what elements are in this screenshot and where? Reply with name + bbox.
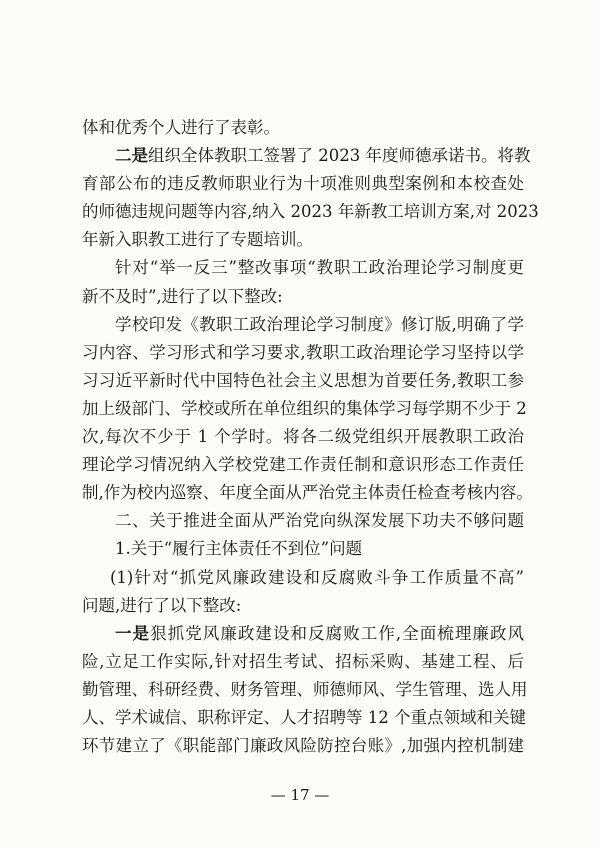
bold-lead: 二是	[115, 146, 148, 166]
line-text: 体和优秀个人进行了表彰。	[82, 118, 280, 137]
text-line	[82, 451, 524, 479]
line-text: 问题,进行了以下整改:	[82, 595, 242, 615]
line-text: 1.关于“履行主体责任不到位”问题	[115, 539, 363, 559]
text-line	[82, 226, 524, 254]
text-line	[82, 648, 524, 676]
line-text: 针对“举一反三”整改事项“教职工政治理论学习制度更	[115, 258, 524, 278]
line-text: 次,每次不少于 1 个学时。将各二级党组织开展教职工政治	[82, 427, 524, 447]
text-line	[82, 254, 524, 282]
line-text: 学校印发《教职工政治理论学习制度》修订版,明确了学	[115, 314, 524, 334]
text-line	[82, 732, 524, 760]
text-line	[82, 620, 524, 648]
line-text: 育部公布的违反教师职业行为十项准则典型案例和本校查处	[82, 174, 524, 194]
line-text: 新不及时”,进行了以下整改:	[82, 286, 283, 306]
line-text: 理论学习情况纳入学校党建工作责任制和意识形态工作责任	[82, 455, 524, 475]
line-text: 制,作为校内巡察、年度全面从严治党主体责任检查考核内容。	[82, 483, 533, 503]
text-line	[82, 479, 533, 507]
document-body	[82, 114, 539, 760]
text-line	[82, 339, 524, 367]
line-text: 年新入职教工进行了专题培训。	[82, 230, 313, 250]
line-text: 习习近平新时代中国特色社会主义思想为首要任务,教职工参	[82, 370, 524, 390]
line-text: 的师德违规问题等内容,纳入 2023 年新教工培训方案,对 2023	[82, 202, 539, 222]
text-line	[82, 395, 527, 423]
text-line	[82, 507, 524, 535]
text-line	[82, 704, 524, 732]
line-text: 加上级部门、学校或所在单位组织的集体学习每学期不少于 2	[82, 398, 527, 418]
text-line	[82, 564, 524, 592]
line-text: 狠抓党风廉政建设和反腐败工作,全面梳理廉政风	[150, 623, 524, 643]
text-line	[82, 283, 524, 311]
line-text: 习内容、学习形式和学习要求,教职工政治理论学习坚持以学	[82, 342, 524, 362]
page-number: — 17 —	[270, 786, 330, 804]
line-text: 二、关于推进全面从严治党向纵深发展下功夫不够问题	[115, 511, 524, 531]
line-text: 险,立足工作实际,针对招生考试、招标采购、基建工程、后	[82, 651, 524, 671]
text-line	[82, 423, 524, 451]
text-line	[82, 535, 524, 563]
text-line	[82, 198, 539, 226]
text-line	[82, 114, 524, 142]
text-line	[82, 367, 524, 395]
line-text: 人、学术诚信、职称评定、人才招聘等 12 个重点领域和关键	[82, 707, 526, 727]
text-line	[82, 311, 524, 339]
text-line	[82, 170, 524, 198]
text-line	[82, 592, 524, 620]
text-line	[82, 676, 528, 704]
line-text: (1)针对“抓党风廉政建设和反腐败斗争工作质量不高”	[110, 567, 524, 587]
line-text: 勤管理、科研经费、财务管理、师德师风、学生管理、选人用	[82, 679, 528, 699]
line-text: 组织全体教职工签署了 2023 年度师德承诺书。将教	[148, 146, 531, 166]
line-text: 环节建立了《职能部门廉政风险防控台账》,加强内控机制建	[82, 736, 524, 756]
bold-lead: 一是	[115, 623, 151, 643]
text-line	[82, 142, 531, 170]
